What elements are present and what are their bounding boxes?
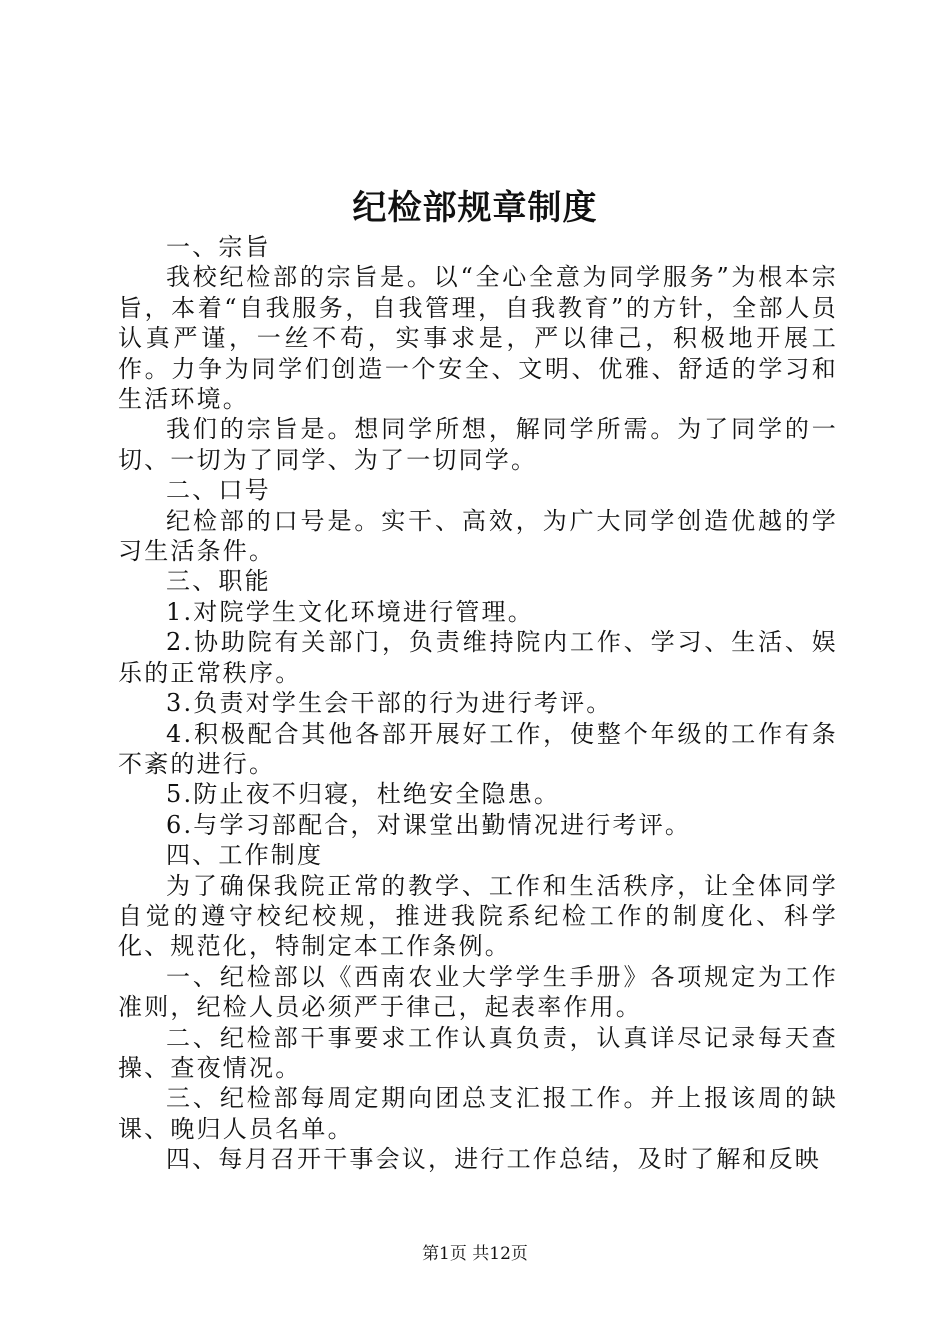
paragraph: 一、纪检部以《西南农业大学学生手册》各项规定为工作准则，纪检人员必须严于律己，起表率作用。 [118,962,838,1022]
paragraph: 三、职能 [166,567,271,596]
paragraph: 二、纪检部干事要求工作认真负责，认真详尽记录每天查操、查夜情况。 [118,1023,838,1082]
paragraph: 纪检部的口号是。实干、高效，为广大同学创造优越的学习生活条件。 [118,506,838,566]
paragraph: 三、纪检部每周定期向团总支汇报工作。并上报该周的缺课、晚归人员名单。 [118,1084,838,1143]
paragraph: 2.协助院有关部门，负责维持院内工作、学习、生活、娱乐的正常秩序。 [118,628,838,687]
paragraph: 二、口号 [166,476,271,505]
paragraph: 四、工作制度 [166,841,324,870]
page-number-footer: 第1页 共12页 [422,1244,528,1264]
paragraph: 我们的宗旨是。想同学所想，解同学所需。为了同学的一切、一切为了同学、为了一切同学。 [118,415,838,474]
document-body [118,232,838,1175]
paragraph: 一、宗旨 [166,233,271,261]
paragraph: 3.负责对学生会干部的行为进行考评。 [166,689,613,718]
paragraph: 为了确保我院正常的教学、工作和生活秩序，让全体同学自觉的遵守校纪校规，推进我院系纪检工作的制度化、科学化、规范化，特制定本工作条例。 [118,871,838,961]
paragraph: 5.防止夜不归寝，杜绝安全隐患。 [166,780,561,809]
paragraph: 四、每月召开干事会议，进行工作总结，及时了解和反映 [166,1145,821,1174]
paragraph: 我校纪检部的宗旨是。以“全心全意为同学服务”为根本宗旨，本着“自我服务，自我管理，自我教育”的方针，全部人员认真严谨，一丝不苟，实事求是，严以律己，积极地开展工作。力争为同学们创造一个安全、文明、优雅、舒适的学习和生活环境。 [118,263,838,414]
paragraph: 1.对院学生文化环境进行管理。 [166,597,534,626]
document-title: 纪检部规章制度 [352,188,598,228]
paragraph: 4.积极配合其他各部开展好工作，使整个年级的工作有条不紊的进行。 [118,719,838,778]
paragraph: 6.与学习部配合，对课堂出勤情况进行考评。 [166,810,692,839]
